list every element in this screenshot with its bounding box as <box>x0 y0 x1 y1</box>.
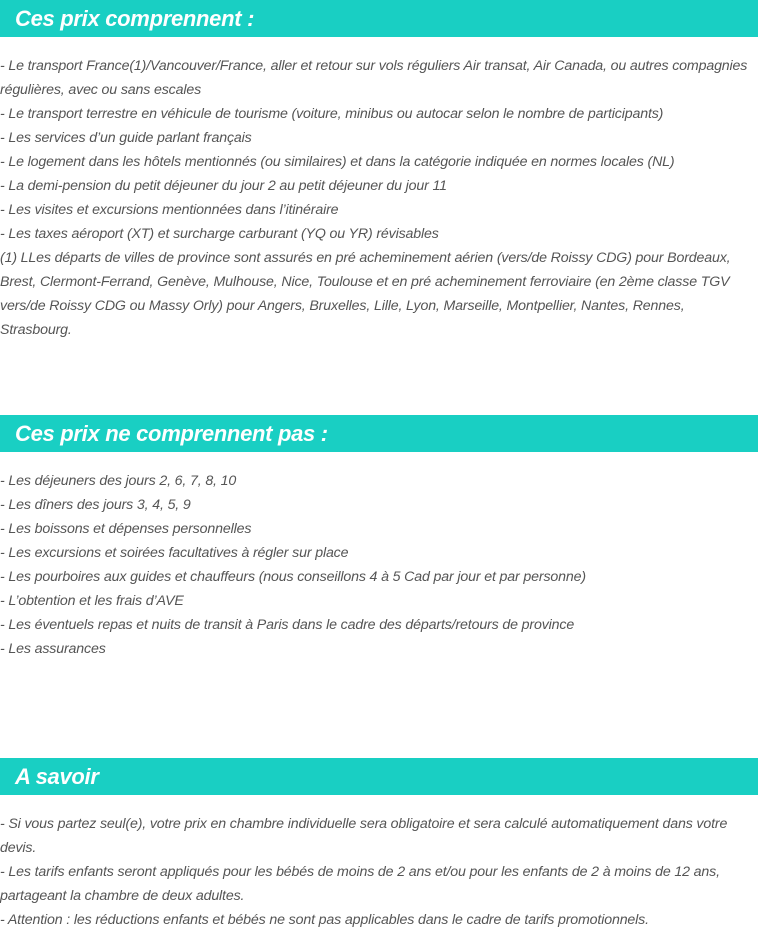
section-body-included <box>0 54 758 342</box>
list-item: - Les excursions et soirées facultatives à régler sur place <box>0 545 349 561</box>
list-item: - Le transport France(1)/Vancouver/France, aller et retour sur vols réguliers Air transat, Air Canada, ou autres compagnies régulières, avec ou sans escales <box>0 58 748 98</box>
list-item: - Les éventuels repas et nuits de transit à Paris dans le cadre des départs/retours de province <box>0 617 575 633</box>
list-item: - Les services d’un guide parlant français <box>0 130 252 146</box>
footnote: (1) LLes départs de villes de province sont assurés en pré acheminement aérien (vers/de Roissy CDG) pour Bordeaux, Brest, Clermont-Ferrand, Genève, Mulhouse, Nice, Toulouse et en pré acheminement ferroviaire (en 2ème classe TGV vers/de Roissy CDG ou Massy Orly) pour Angers, Bruxelles, Lille, Lyon, Marseille, Montpellier, Nantes, Rennes, Strasbourg. <box>0 250 731 338</box>
section-title-good-to-know: A savoir <box>0 758 758 795</box>
list-item: - Les pourboires aux guides et chauffeurs (nous conseillons 4 à 5 Cad par jour et par personne) <box>0 569 586 585</box>
list-item: - La demi-pension du petit déjeuner du jour 2 au petit déjeuner du jour 11 <box>0 178 447 194</box>
list-item: - Attention : les réductions enfants et bébés ne sont pas applicables dans le cadre de tarifs promotionnels. <box>0 912 649 928</box>
list-item: - L’obtention et les frais d’AVE <box>0 593 184 609</box>
list-item: - Les visites et excursions mentionnées dans l’itinéraire <box>0 202 339 218</box>
list-item: - Les taxes aéroport (XT) et surcharge carburant (YQ ou YR) révisables <box>0 226 439 242</box>
list-item: - Les dîners des jours 3, 4, 5, 9 <box>0 497 191 513</box>
list-item: - Le transport terrestre en véhicule de tourisme (voiture, minibus ou autocar selon le nombre de participants) <box>0 106 664 122</box>
list-item: - Si vous partez seul(e), votre prix en chambre individuelle sera obligatoire et sera calculé automatiquement dans votre devis. <box>0 816 728 856</box>
list-item: - Les déjeuners des jours 2, 6, 7, 8, 10 <box>0 473 237 489</box>
section-title-included: Ces prix comprennent : <box>0 0 758 37</box>
section-title-not-included: Ces prix ne comprennent pas : <box>0 415 758 452</box>
section-body-not-included <box>0 469 758 661</box>
list-item: - Le logement dans les hôtels mentionnés (ou similaires) et dans la catégorie indiquée en normes locales (NL) <box>0 154 675 170</box>
section-body-good-to-know <box>0 812 758 932</box>
list-item: - Les boissons et dépenses personnelles <box>0 521 252 537</box>
list-item: - Les tarifs enfants seront appliqués pour les bébés de moins de 2 ans et/ou pour les enfants de 2 à moins de 12 ans, partageant la chambre de deux adultes. <box>0 864 720 904</box>
list-item: - Les assurances <box>0 641 106 657</box>
